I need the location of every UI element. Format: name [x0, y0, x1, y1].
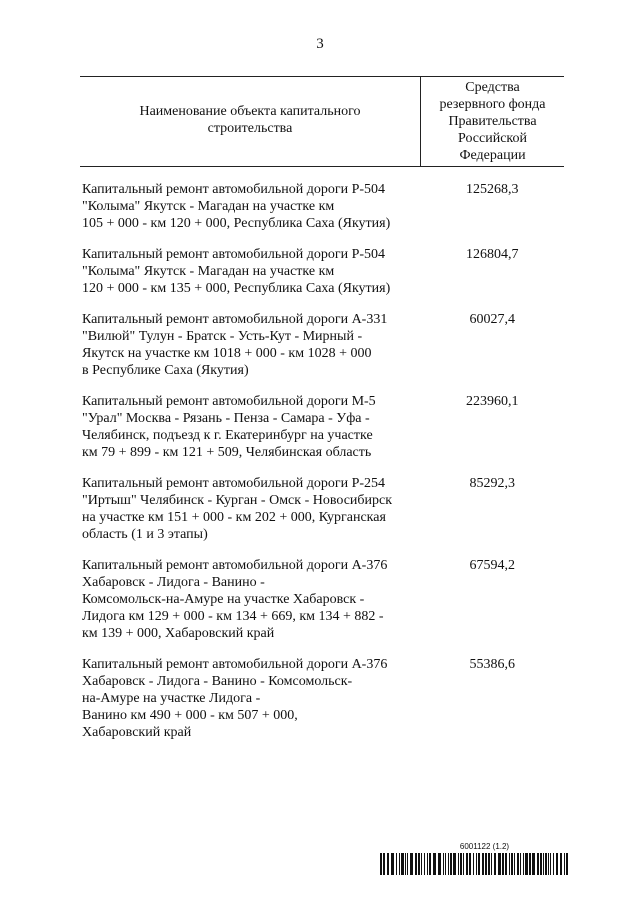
object-name-cell: Капитальный ремонт автомобильной дороги А-376 Хабаровск - Лидога - Ванино - Комсомольск- на-Амуре на участке Лидога - Ванино км 490 + 000 - км 507 + 000, Хабаровский край: [82, 657, 388, 740]
table-top-rule: [80, 76, 564, 77]
funds-amount-cell: 55386,6: [469, 657, 516, 672]
funds-amount-cell: 60027,4: [469, 312, 516, 327]
header-name-column: Наименование объекта капитального строительства: [139, 104, 361, 136]
object-name-cell: Капитальный ремонт автомобильной дороги Р-504 "Колыма" Якутск - Магадан на участке км 120 + 000 - км 135 + 000, Республика Саха (Якутия): [82, 247, 391, 296]
barcode-block: [380, 842, 569, 875]
object-name-cell: Капитальный ремонт автомобильной дороги Р-254 "Иртыш" Челябинск - Курган - Омск - Новосибирск на участке км 151 + 000 - км 202 + 000, Курганская область (1 и 3 этапы): [82, 476, 393, 542]
barcode-icon: [380, 853, 569, 875]
table-row: [82, 656, 564, 741]
header-bottom-rule: [80, 166, 564, 167]
page-number: 3: [316, 36, 324, 52]
funds-amount-cell: 67594,2: [469, 558, 516, 573]
object-name-cell: Капитальный ремонт автомобильной дороги А-331 "Вилюй" Тулун - Братск - Усть-Кут - Мирный - Якутск на участке км 1018 + 000 - км 1028 + 000 в Республике Саха (Якутия): [82, 312, 388, 378]
funds-amount-cell: 223960,1: [466, 394, 519, 409]
table-row: [82, 557, 564, 642]
funds-amount-cell: 125268,3: [466, 182, 519, 197]
header-funds-column: Средства резервного фонда Правительства Российской Федерации: [439, 80, 546, 163]
object-name-cell: Капитальный ремонт автомобильной дороги Р-504 "Колыма" Якутск - Магадан на участке км 105 + 000 - км 120 + 000, Республика Саха (Якутия): [82, 182, 391, 231]
funds-amount-cell: 126804,7: [466, 247, 519, 262]
table-row: [82, 246, 564, 297]
object-name-cell: Капитальный ремонт автомобильной дороги А-376 Хабаровск - Лидога - Ванино - Комсомольск-на-Амуре на участке Хабаровск - Лидога км 129 + 000 - км 134 + 669, км 134 + 882 - км 139 + 000, Хабаровский край: [82, 558, 388, 641]
table-row: [82, 181, 564, 232]
table-row: [82, 475, 564, 543]
object-name-cell: Капитальный ремонт автомобильной дороги М-5 "Урал" Москва - Рязань - Пенза - Самара - Уфа - Челябинск, подъезд к г. Екатеринбург на участке км 79 + 899 - км 121 + 509, Челябинская область: [82, 394, 376, 460]
table-row: [82, 311, 564, 379]
barcode-code-text: 6001122 (1.2): [459, 842, 510, 851]
table-row: [82, 393, 564, 461]
table-body: [82, 181, 564, 755]
funds-amount-cell: 85292,3: [469, 476, 516, 491]
